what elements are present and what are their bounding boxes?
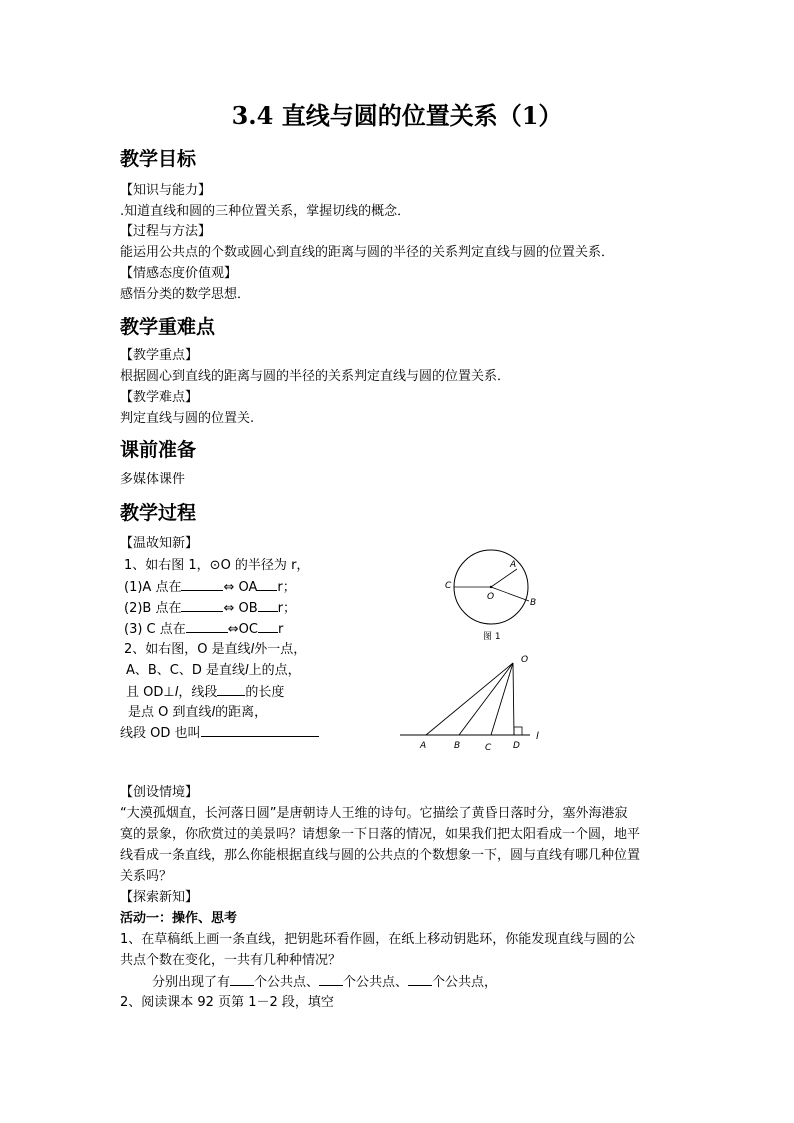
q1-b-line: (2)B 点在 ⇔ OB r； bbox=[124, 601, 297, 616]
label-o: O bbox=[487, 592, 495, 602]
q1-intro: 1、如右图 1，⊙O 的半径为 r， bbox=[124, 558, 310, 573]
key-points-heading: 教学重难点 bbox=[120, 316, 216, 338]
answer-blank bbox=[201, 724, 319, 737]
focus-label: 【教学重点】 bbox=[120, 348, 199, 363]
label-b: B bbox=[454, 741, 461, 751]
difficulty-label: 【教学难点】 bbox=[120, 390, 199, 405]
answer-blank bbox=[258, 620, 278, 633]
figure-1-circle-diagram bbox=[440, 548, 550, 648]
figure-1-caption: 图 1 bbox=[483, 632, 501, 642]
segment-oc bbox=[491, 663, 513, 735]
activity-title: 活动一：操作、思考 bbox=[120, 911, 238, 926]
segment-od bbox=[513, 663, 514, 735]
scenario-line-2: 寞的景象，你欣赏过的美景吗？请想象一下日落的情况，如果我们把太阳看成一个圆，地平 bbox=[120, 827, 641, 842]
answer-blank bbox=[258, 599, 278, 612]
scenario-label: 【创设情境】 bbox=[120, 785, 199, 800]
emotion-label: 【情感态度价值观】 bbox=[120, 266, 238, 281]
label-c: C bbox=[485, 743, 492, 753]
scenario-line-1: “大漠孤烟直，长河落日圆”是唐朝诗人王维的诗句。它描绘了黄昏日落时分，塞外海港寂 bbox=[120, 806, 628, 821]
right-angle-mark bbox=[514, 727, 522, 735]
answer-blank bbox=[186, 620, 228, 633]
segment-ob bbox=[491, 587, 529, 601]
answer-blank bbox=[181, 599, 223, 612]
preparation-text: 多媒体课件 bbox=[120, 472, 186, 487]
q2-line-1: 2、如右图，O 是直线l外一点， bbox=[124, 642, 307, 657]
process-heading: 教学过程 bbox=[120, 502, 197, 524]
label-l: l bbox=[536, 731, 539, 742]
label-d: D bbox=[513, 741, 520, 751]
segment-ob bbox=[459, 663, 513, 735]
label-a: A bbox=[420, 741, 427, 751]
answer-blank bbox=[319, 973, 343, 986]
q2-line-4: 是点 O 到直线l的距离， bbox=[128, 705, 268, 720]
explore-label: 【探索新知】 bbox=[120, 890, 199, 905]
process-method-label: 【过程与方法】 bbox=[120, 224, 212, 239]
reading-line: 2、阅读课本 92 页第 1－2 段，填空 bbox=[120, 995, 334, 1010]
process-method-text: 能运用公共点的个数或圆心到直线的距离与圆的半径的关系判定直线与圆的位置关系． bbox=[120, 245, 615, 260]
answer-blank bbox=[408, 973, 432, 986]
q2-line-2: A、B、C、D 是直线l上的点， bbox=[126, 663, 301, 678]
occurrence-line: 分别出现了有 个公共点、 个公共点、 个公共点， bbox=[152, 975, 498, 990]
label-b: B bbox=[530, 598, 537, 608]
q2-line-5: 线段 OD 也叫 bbox=[120, 724, 319, 743]
knowledge-text: .知道直线和圆的三种位置关系，掌握切线的概念． bbox=[120, 204, 411, 219]
focus-text: 根据圆心到直线的距离与圆的半径的关系判定直线与圆的位置关系． bbox=[120, 369, 511, 384]
activity-line-1: 1、在草稿纸上画一条直线，把钥匙环看作圆，在纸上移动钥匙环，你能发现直线与圆的公 bbox=[120, 932, 636, 947]
center-point bbox=[490, 586, 492, 588]
emotion-text: 感悟分类的数学思想． bbox=[120, 287, 251, 302]
answer-blank bbox=[217, 683, 245, 696]
q1-c-line: (3) C 点在 ⇔OC r bbox=[124, 622, 284, 637]
answer-blank bbox=[181, 578, 223, 591]
q2-line-3: 且 OD⊥l，线段 的长度 bbox=[126, 685, 285, 700]
knowledge-label: 【知识与能力】 bbox=[120, 183, 212, 198]
segment-oa bbox=[491, 569, 517, 587]
segment-oa bbox=[426, 663, 513, 735]
label-a: A bbox=[510, 560, 517, 570]
review-label: 【温故知新】 bbox=[120, 536, 199, 551]
activity-line-2: 共点个数在变化，一共有几种种情况？ bbox=[120, 953, 342, 968]
answer-blank bbox=[230, 973, 254, 986]
page-title: 3.4 直线与圆的位置关系（1） bbox=[231, 101, 563, 130]
answer-blank bbox=[257, 578, 277, 591]
difficulty-text: 判定直线与圆的位置关. bbox=[120, 411, 255, 426]
objectives-heading: 教学目标 bbox=[120, 148, 197, 170]
label-c: C bbox=[445, 581, 452, 591]
q1-a-line: (1)A 点在 ⇔ OA r； bbox=[124, 580, 296, 595]
preparation-heading: 课前准备 bbox=[120, 439, 197, 461]
scenario-line-4: 关系吗？ bbox=[120, 869, 173, 884]
scenario-line-3: 线看成一条直线，那么你能根据直线与圆的公共点的个数想象一下，圆与直线有哪几种位置 bbox=[120, 848, 641, 863]
figure-2-line-diagram bbox=[396, 650, 546, 758]
label-o: O bbox=[521, 655, 529, 665]
